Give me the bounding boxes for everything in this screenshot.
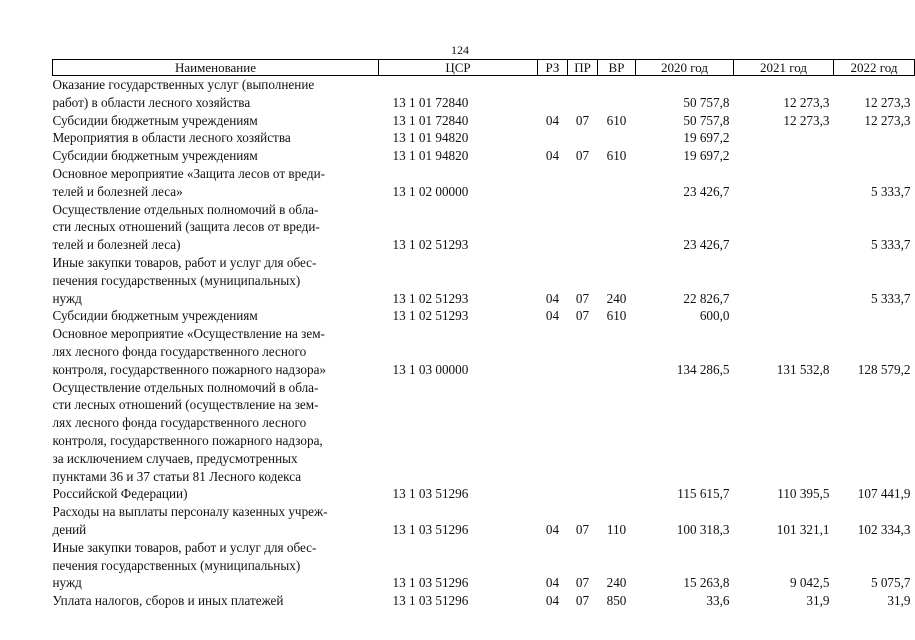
- table-row: [53, 201, 915, 254]
- row-2020: 50 757,8: [683, 94, 730, 110]
- row-vr: 110: [606, 521, 627, 537]
- row-csr: 13 1 01 72840: [392, 94, 469, 110]
- row-csr: 13 1 02 51293: [392, 308, 469, 324]
- row-name-line: сти лесных отношений (защита лесов от вреди-: [52, 219, 320, 235]
- row-2022: [834, 147, 915, 165]
- row-csr: 13 1 02 51293: [392, 290, 469, 306]
- row-rz: 04: [545, 308, 560, 324]
- row-csr: 13 1 03 51296: [392, 486, 469, 502]
- row-name-line: Иные закупки товаров, работ и услуг для обес-: [52, 254, 317, 270]
- row-2020: 23 426,7: [683, 237, 730, 253]
- table-header-row: [53, 60, 915, 76]
- header-2022: 2022 год: [834, 60, 915, 76]
- row-rz: 04: [545, 521, 560, 537]
- row-name: [53, 201, 379, 254]
- page-number: 124: [451, 43, 469, 57]
- row-pr: [568, 201, 598, 254]
- row-name: [53, 325, 379, 378]
- table-row: [53, 379, 915, 504]
- row-2020: 19 697,2: [683, 148, 730, 164]
- row-csr: 13 1 01 72840: [392, 112, 469, 128]
- row-name-line: дений: [52, 521, 87, 537]
- row-name: [53, 165, 379, 201]
- table-row: [53, 539, 915, 592]
- row-vr: 610: [606, 148, 627, 164]
- row-rz: 04: [545, 593, 560, 609]
- row-2020: 19 697,2: [683, 130, 730, 146]
- row-2022: 12 273,3: [864, 112, 911, 128]
- row-name: [53, 254, 379, 307]
- row-pr: 07: [575, 290, 590, 306]
- row-name-line: Российской Федерации): [52, 486, 188, 502]
- table-row: [53, 165, 915, 201]
- row-vr: 240: [606, 290, 627, 306]
- table-body: [53, 76, 915, 610]
- row-2021: [734, 165, 834, 201]
- row-2020: 33,6: [706, 593, 730, 609]
- table-row: [53, 254, 915, 307]
- header-vr: ВР: [598, 60, 636, 76]
- row-2021: 12 273,3: [783, 94, 830, 110]
- row-name-line: Субсидии бюджетным учреждениям: [52, 112, 258, 128]
- row-name-line: лях лесного фонда государственного лесного: [52, 415, 307, 431]
- row-2022: 5 333,7: [870, 290, 911, 306]
- row-csr: 13 1 03 00000: [392, 361, 469, 377]
- row-2020: 15 263,8: [683, 575, 730, 591]
- row-2022: 5 075,7: [870, 575, 911, 591]
- row-rz: 04: [545, 290, 560, 306]
- row-name: [53, 503, 379, 539]
- row-name-line: за исключением случаев, предусмотренных: [52, 450, 298, 466]
- row-pr: 07: [575, 593, 590, 609]
- row-csr: 13 1 01 94820: [392, 148, 469, 164]
- row-name-line: телей и болезней леса): [52, 237, 181, 253]
- row-name-line: сти лесных отношений (осуществление на зем-: [52, 397, 319, 413]
- row-vr: [598, 201, 636, 254]
- row-name-line: телей и болезней леса»: [52, 183, 183, 199]
- row-name-line: печения государственных (муниципальных): [52, 272, 301, 288]
- row-name-line: печения государственных (муниципальных): [52, 557, 301, 573]
- table-row: [53, 112, 915, 130]
- row-2021: [734, 201, 834, 254]
- row-name-line: пунктами 36 и 37 статьи 81 Лесного кодекса: [52, 468, 302, 484]
- header-2020: 2020 год: [636, 60, 734, 76]
- row-name: [53, 147, 379, 165]
- row-name-line: контроля, государственного пожарного надзора»: [52, 361, 327, 377]
- row-rz: [538, 201, 568, 254]
- row-name-line: Субсидии бюджетным учреждениям: [52, 148, 258, 164]
- row-name-line: Осуществление отдельных полномочий в обла-: [52, 379, 319, 395]
- row-csr: 13 1 03 51296: [392, 575, 469, 591]
- row-name-line: Уплата налогов, сборов и иных платежей: [52, 593, 284, 609]
- row-2020: 600,0: [699, 308, 730, 324]
- row-vr: 850: [606, 593, 627, 609]
- row-pr: 07: [575, 575, 590, 591]
- row-2021: 31,9: [806, 593, 830, 609]
- row-csr: 13 1 03 51296: [392, 521, 469, 537]
- row-2021: 110 395,5: [777, 486, 830, 502]
- row-name-line: Оказание государственных услуг (выполнение: [52, 77, 315, 92]
- row-pr: [568, 76, 598, 112]
- row-2021: 131 532,8: [776, 361, 830, 377]
- row-rz: [538, 379, 568, 504]
- row-2021: 101 321,1: [776, 521, 830, 537]
- row-2022: [834, 307, 915, 325]
- row-2022: 31,9: [887, 593, 911, 609]
- row-2022: 12 273,3: [864, 94, 911, 110]
- row-pr: 07: [575, 521, 590, 537]
- row-name-line: Субсидии бюджетным учреждениям: [52, 308, 258, 324]
- header-csr: ЦСР: [379, 60, 538, 76]
- row-2021: 12 273,3: [783, 112, 830, 128]
- row-name-line: нужд: [52, 575, 82, 591]
- row-2020: 23 426,7: [683, 183, 730, 199]
- row-name-line: работ) в области лесного хозяйства: [52, 94, 251, 110]
- row-pr: [568, 129, 598, 147]
- row-csr: 13 1 02 00000: [392, 183, 469, 199]
- row-name-line: Основное мероприятие «Осуществление на зем-: [52, 326, 325, 342]
- header-2021: 2021 год: [734, 60, 834, 76]
- row-name: [53, 379, 379, 504]
- table-row: [53, 325, 915, 378]
- table-row: [53, 503, 915, 539]
- row-2021: [734, 307, 834, 325]
- row-name: [53, 592, 379, 610]
- row-csr: 13 1 02 51293: [392, 237, 469, 253]
- row-2022: 5 333,7: [870, 237, 911, 253]
- header-pr: ПР: [568, 60, 598, 76]
- row-vr: 610: [606, 112, 627, 128]
- row-rz: [538, 165, 568, 201]
- row-name-line: лях лесного фонда государственного лесного: [52, 343, 307, 359]
- row-vr: 240: [606, 575, 627, 591]
- row-name-line: нужд: [52, 290, 82, 306]
- row-rz: 04: [545, 148, 560, 164]
- row-vr: [598, 76, 636, 112]
- row-name: [53, 129, 379, 147]
- header-name: Наименование: [53, 60, 379, 76]
- row-pr: [568, 325, 598, 378]
- row-name: [53, 307, 379, 325]
- row-pr: [568, 165, 598, 201]
- table-row: [53, 76, 915, 112]
- header-rz: РЗ: [538, 60, 568, 76]
- row-2020: 115 615,7: [677, 486, 730, 502]
- row-2020: 50 757,8: [683, 112, 730, 128]
- row-2022: 107 441,9: [857, 486, 911, 502]
- row-vr: 610: [606, 308, 627, 324]
- table-row: [53, 307, 915, 325]
- row-2022: [834, 129, 915, 147]
- row-rz: 04: [545, 112, 560, 128]
- row-name: [53, 539, 379, 592]
- row-pr: [568, 379, 598, 504]
- row-rz: 04: [545, 575, 560, 591]
- row-csr: 13 1 03 51296: [392, 593, 469, 609]
- row-name-line: Расходы на выплаты персоналу казенных учреж-: [52, 504, 328, 520]
- row-vr: [598, 325, 636, 378]
- row-name-line: Мероприятия в области лесного хозяйства: [52, 130, 291, 146]
- row-name: [53, 112, 379, 130]
- row-rz: [538, 129, 568, 147]
- row-2021: 9 042,5: [789, 575, 830, 591]
- row-pr: 07: [575, 148, 590, 164]
- row-2021: [734, 147, 834, 165]
- row-csr: 13 1 01 94820: [392, 130, 469, 146]
- row-2020: 22 826,7: [683, 290, 730, 306]
- row-name: [53, 76, 379, 112]
- row-vr: [598, 165, 636, 201]
- row-pr: 07: [575, 112, 590, 128]
- row-2022: 128 579,2: [857, 361, 911, 377]
- row-name-line: Иные закупки товаров, работ и услуг для обес-: [52, 539, 317, 555]
- row-name-line: Основное мероприятие «Защита лесов от вреди-: [52, 165, 326, 181]
- row-2021: [734, 129, 834, 147]
- row-pr: 07: [575, 308, 590, 324]
- row-rz: [538, 76, 568, 112]
- row-2020: 134 286,5: [676, 361, 730, 377]
- row-2021: [734, 254, 834, 307]
- table-row: [53, 147, 915, 165]
- budget-table: [52, 59, 915, 610]
- table-row: [53, 129, 915, 147]
- row-name-line: контроля, государственного пожарного надзора,: [52, 432, 323, 448]
- row-vr: [598, 129, 636, 147]
- row-2022: 5 333,7: [870, 183, 911, 199]
- row-rz: [538, 325, 568, 378]
- row-name-line: Осуществление отдельных полномочий в обла-: [52, 201, 319, 217]
- table-row: [53, 592, 915, 610]
- row-2020: 100 318,3: [676, 521, 730, 537]
- row-vr: [598, 379, 636, 504]
- row-2022: 102 334,3: [857, 521, 911, 537]
